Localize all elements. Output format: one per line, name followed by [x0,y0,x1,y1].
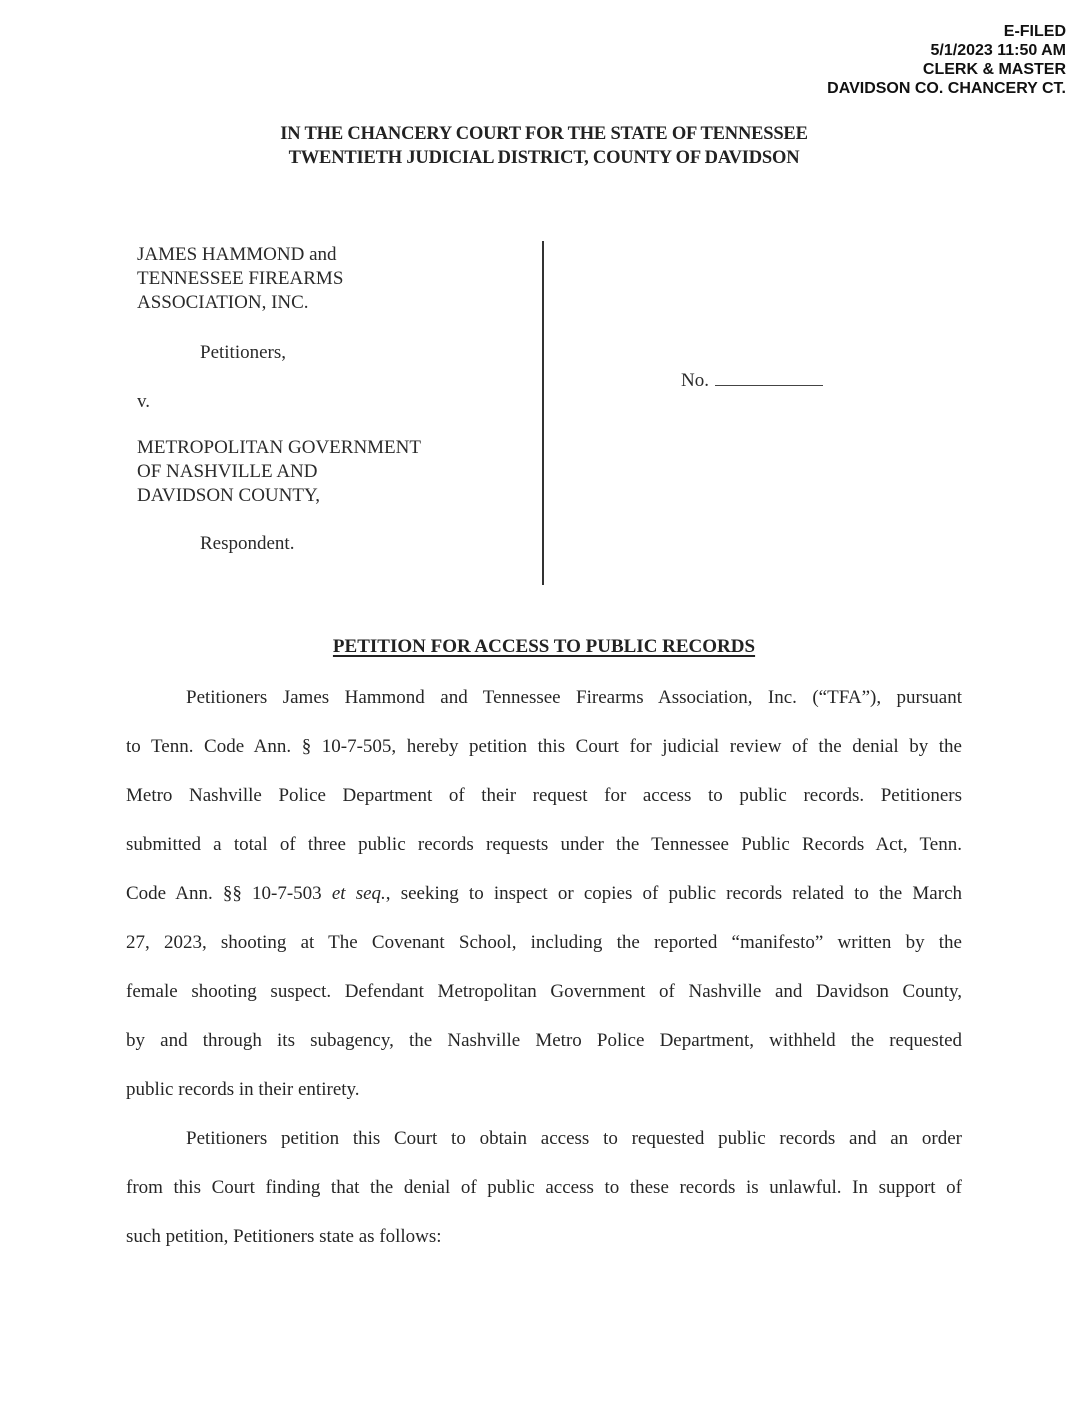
versus-label: v. [137,391,151,412]
case-caption-parties [137,243,421,556]
body-line: submitted a total of three public records requests under the Tennessee Public Records Act, Tenn. [126,834,962,855]
court-header-line-2: TWENTIETH JUDICIAL DISTRICT, COUNTY OF DAVIDSON [288,148,800,168]
body-line: by and through its subagency, the Nashville Metro Police Department, withheld the requested [126,1030,962,1051]
petitioner-name-line: JAMES HAMMOND and [137,244,337,265]
body-line-text: , seeking to inspect or copies of public records related to the March [385,883,962,904]
filing-datetime: 5/1/2023 11:50 AM [930,42,1066,59]
document-title [0,635,1088,659]
body-line: public records in their entirety. [126,1079,360,1100]
respondent-role-label: Respondent. [200,533,295,554]
petitioners-role-label: Petitioners, [200,342,287,363]
case-number-blank [715,367,823,386]
body-line: such petition, Petitioners state as follows: [126,1226,442,1247]
case-number [681,367,823,393]
document-title-text: PETITION FOR ACCESS TO PUBLIC RECORDS [332,636,756,657]
body-line: Petitioners petition this Court to obtain access to requested public records and an order [186,1128,962,1149]
body-line: 27, 2023, shooting at The Covenant School, including the reported “manifesto” written by the [126,932,962,953]
filing-office: CLERK & MASTER [922,61,1066,78]
court-header-line-1: IN THE CHANCERY COURT FOR THE STATE OF TENNESSEE [280,124,808,144]
petitioners-block [137,243,421,315]
filing-status: E-FILED [1003,23,1066,40]
respondent-name-line: METROPOLITAN GOVERNMENT [137,437,421,458]
body-line: Petitioners James Hammond and Tennessee Firearms Association, Inc. (“TFA”), pursuant [186,687,962,708]
respondent-name-line: OF NASHVILLE AND [137,461,318,482]
body-line: Metro Nashville Police Department of their request for access to public records. Petitioners [126,785,962,806]
caption-divider [542,241,544,585]
body-line [126,882,962,906]
petitioner-name-line: TENNESSEE FIREARMS [137,268,344,289]
court-header [0,122,1088,170]
respondent-block [137,436,421,508]
case-number-label: No. [681,370,709,391]
filing-court: DAVIDSON CO. CHANCERY CT. [827,80,1066,97]
body-line: from this Court finding that the denial of public access to these records is unlawful. In support of [126,1177,962,1198]
e-filing-stamp [827,22,1066,98]
body-line-text: Code Ann. §§ 10-7-503 [126,883,332,904]
respondent-name-line: DAVIDSON COUNTY, [137,485,320,506]
petitioner-name-line: ASSOCIATION, INC. [137,292,309,313]
body-line: female shooting suspect. Defendant Metropolitan Government of Nashville and Davidson County, [126,981,962,1002]
et-seq-italic: et seq. [331,883,386,904]
body-line: to Tenn. Code Ann. § 10-7-505, hereby petition this Court for judicial review of the denial by the [126,736,962,757]
